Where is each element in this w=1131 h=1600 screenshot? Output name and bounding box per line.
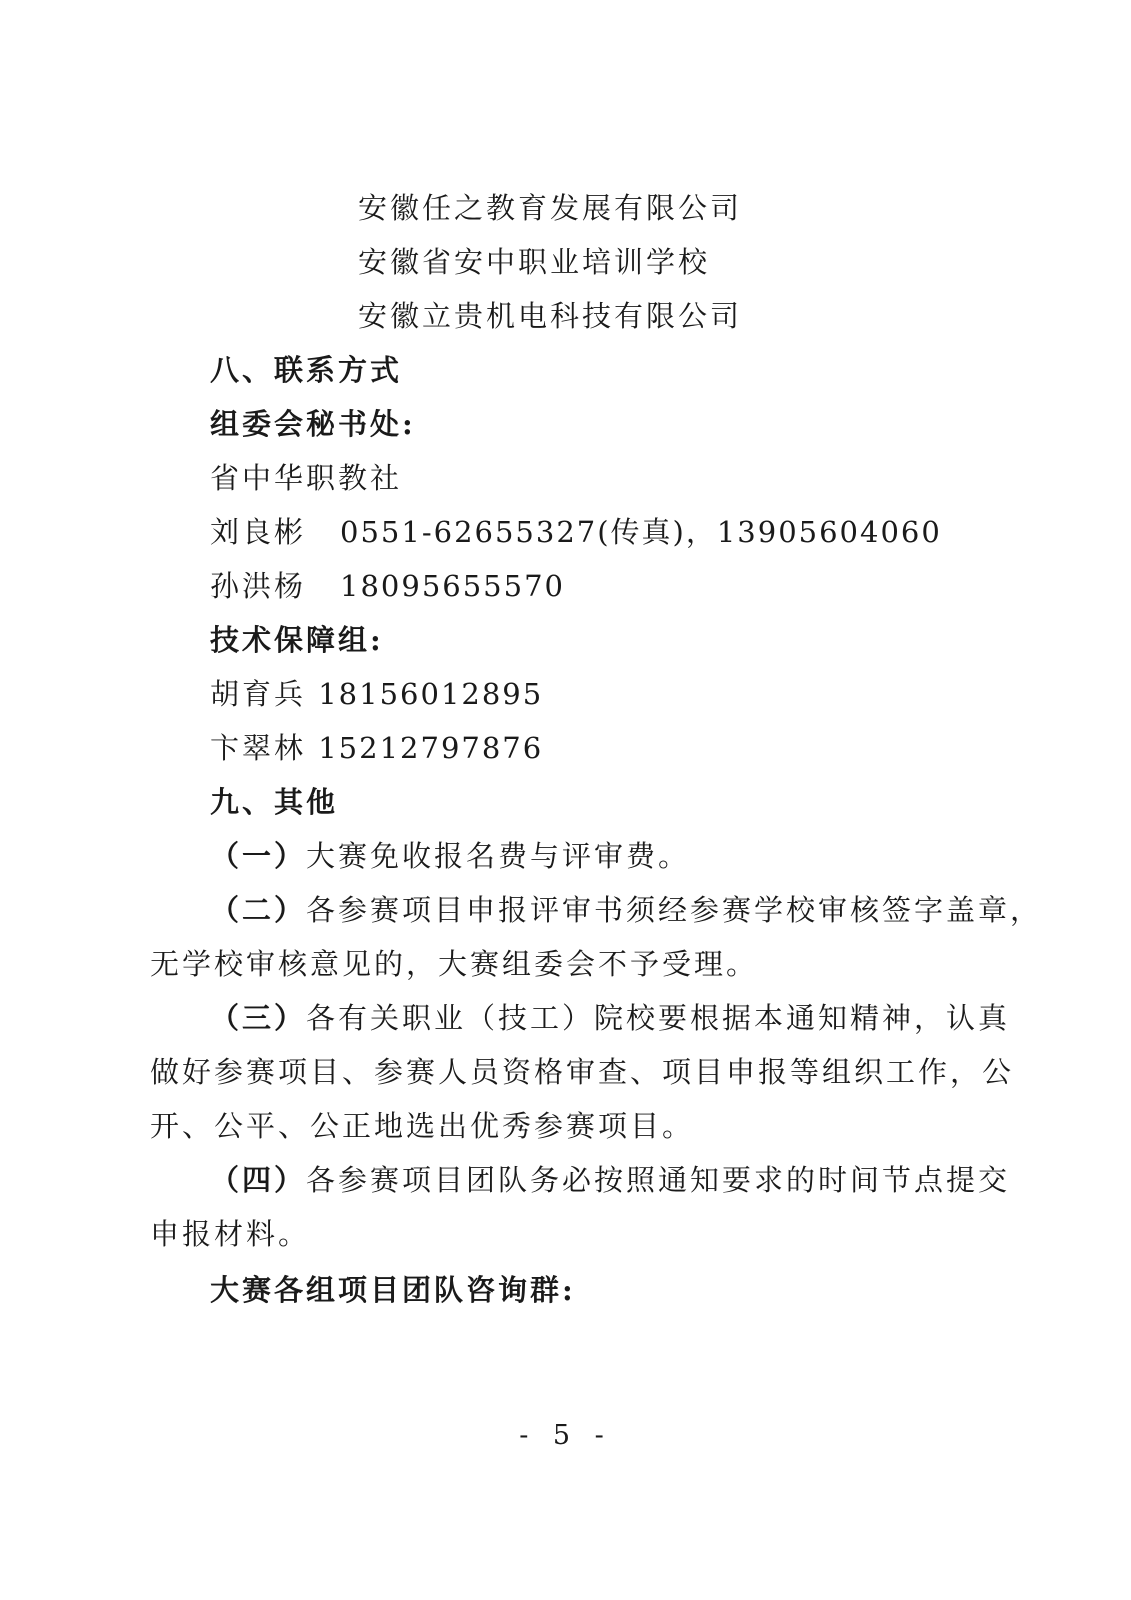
item-1 [210,838,690,874]
organizer-2: 安徽省安中职业培训学校 [358,245,711,279]
contact-phone: 18095655570 [340,569,565,603]
contact-name: 卞翠林 [210,731,307,765]
secretariat-org: 省中华职教社 [210,461,403,495]
item-text: 大赛免收报名费与评审费。 [306,839,691,873]
contact-phone: 15212797876 [318,731,544,765]
item-2-line-2: 无学校审核意见的，大赛组委会不予受理。 [150,947,759,981]
tech-row-1 [210,676,543,712]
secretariat-label: 组委会秘书处: [210,407,416,441]
contact-phone: 0551-62655327(传真)，13905604060 [340,515,942,549]
item-4-line-1 [210,1162,1010,1198]
organizer-3: 安徽立贵机电科技有限公司 [358,299,743,333]
item-3-line-3: 开、公平、公正地选出优秀参赛项目。 [150,1109,695,1143]
contact-name: 刘良彬 [210,515,307,549]
contact-row-2 [210,568,565,604]
item-marker: （四） [210,1163,307,1197]
organizer-1: 安徽任之教育发展有限公司 [358,191,743,225]
contact-phone: 18156012895 [318,677,544,711]
section-9-heading: 九、其他 [210,785,339,819]
contact-row-1 [210,514,942,550]
tech-row-2 [210,730,543,766]
contact-name: 胡育兵 [210,677,307,711]
item-text: 各参赛项目团队务必按照通知要求的时间节点提交 [306,1163,1011,1197]
section-8-heading: 八、联系方式 [210,353,403,387]
page-number: - 5 - [519,1420,612,1451]
consult-group-label: 大赛各组项目团队咨询群: [210,1273,576,1307]
item-marker: （一） [210,839,307,873]
item-2-line-1 [210,892,1042,928]
tech-support-label: 技术保障组: [210,623,384,657]
item-3-line-2: 做好参赛项目、参赛人员资格审查、项目申报等组织工作，公 [150,1055,1015,1089]
contact-name: 孙洪杨 [210,569,307,603]
item-4-line-2: 申报材料。 [150,1217,311,1251]
item-text: 各参赛项目申报评审书须经参赛学校审核签字盖章， [306,893,1043,927]
item-3-line-1 [210,1000,1010,1036]
item-marker: （三） [210,1001,307,1035]
item-marker: （二） [210,893,307,927]
item-text: 各有关职业（技工）院校要根据本通知精神，认真 [306,1001,1011,1035]
